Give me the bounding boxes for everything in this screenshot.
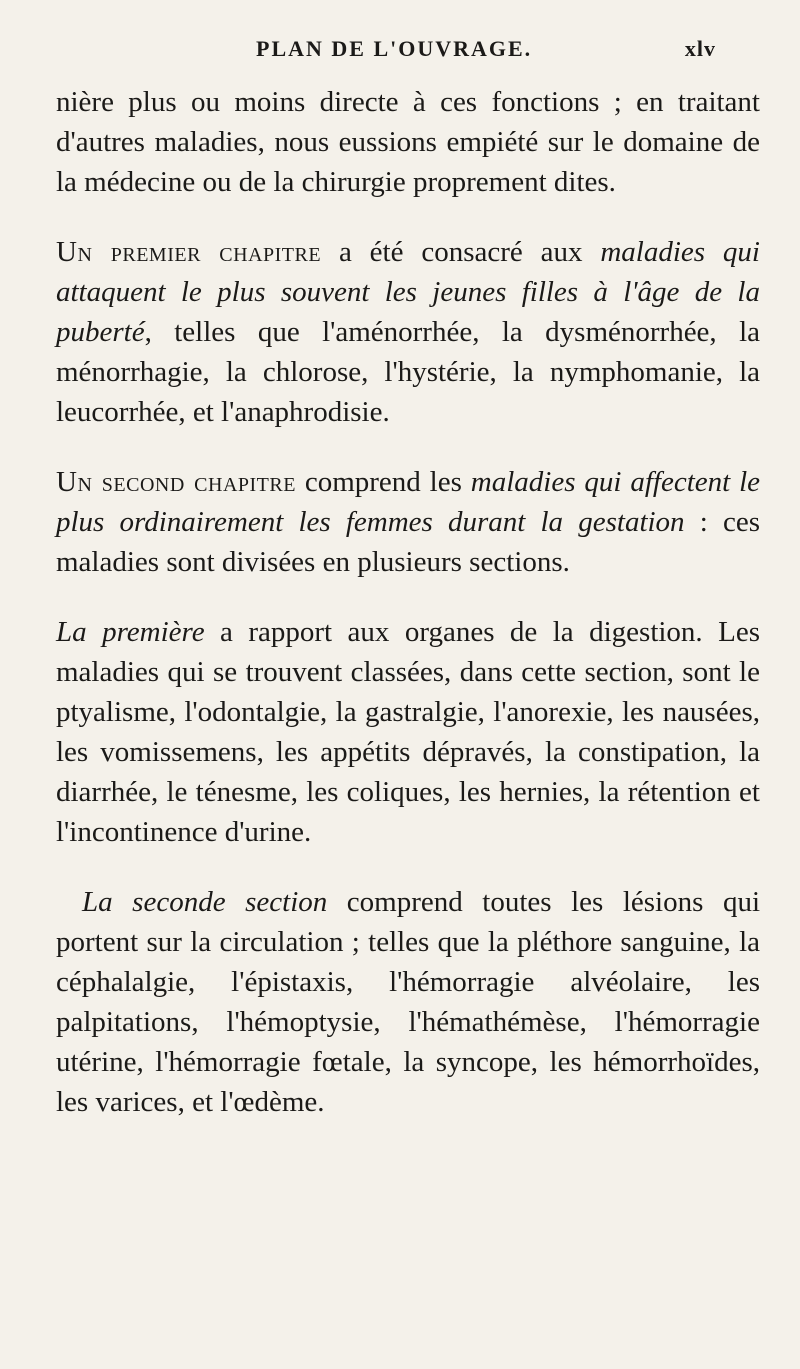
paragraph-text: comprend les bbox=[295, 466, 471, 498]
italic-phrase: La première bbox=[56, 616, 205, 648]
italic-phrase: La seconde section bbox=[82, 886, 328, 918]
paragraph-second-section bbox=[56, 882, 760, 1122]
chapter-lead: Un premier chapitre bbox=[56, 236, 322, 268]
paragraph-first-chapter bbox=[56, 232, 760, 432]
paragraph-text: a été consacré aux bbox=[321, 236, 601, 268]
running-header bbox=[56, 36, 760, 74]
chapter-lead: Un second chapitre bbox=[56, 466, 296, 498]
paragraph-text: , telles que l'aménorrhée, la dysménorrhée, la ménorrhagie, la chlorose, l'hystérie, la nymphomanie, la leucorrhée, et l'anaphrodisie. bbox=[56, 316, 760, 428]
paragraph-continuation bbox=[56, 82, 760, 202]
running-title: PLAN DE L'OUVRAGE. bbox=[256, 36, 533, 61]
italic-phrase: maladies qui affectent le plus ordinairement les femmes durant la gestation bbox=[56, 466, 761, 538]
page-number: xlv bbox=[684, 36, 716, 61]
italic-phrase: maladies qui attaquent le plus souvent les jeunes filles à l'âge de la puberté bbox=[56, 236, 760, 348]
body-text bbox=[56, 82, 760, 1122]
paragraph-text: a rapport aux organes de la digestion. Les maladies qui se trouvent classées, dans cette section, sont le ptyalisme, l'odontalgie, la gastralgie, l'anorexie, les nausées, les vomissemens, les appétits dépravés, la constipation, la diarrhée, le ténesme, les coliques, les hernies, la rétention et l'incontinence d'urine. bbox=[56, 616, 760, 848]
paragraph-text: comprend toutes les lésions qui portent sur la circulation ; telles que la pléthore sanguine, la céphalalgie, l'épistaxis, l'hémorragie alvéolaire, les palpitations, l'hémoptysie, l'hémathémèse, l'hémorragie utérine, l'hémorragie fœtale, la syncope, les hémorrhoïdes, les varices, et l'œdème. bbox=[56, 886, 760, 1118]
paragraph-text: : ces maladies sont divisées en plusieurs sections. bbox=[56, 506, 760, 578]
paragraph-first-section bbox=[56, 612, 760, 852]
paragraph-second-chapter bbox=[56, 462, 760, 582]
paragraph-text: nière plus ou moins directe à ces fonctions ; en traitant d'autres maladies, nous eussions empiété sur le domaine de la médecine ou de la chirurgie proprement dites. bbox=[56, 86, 760, 198]
